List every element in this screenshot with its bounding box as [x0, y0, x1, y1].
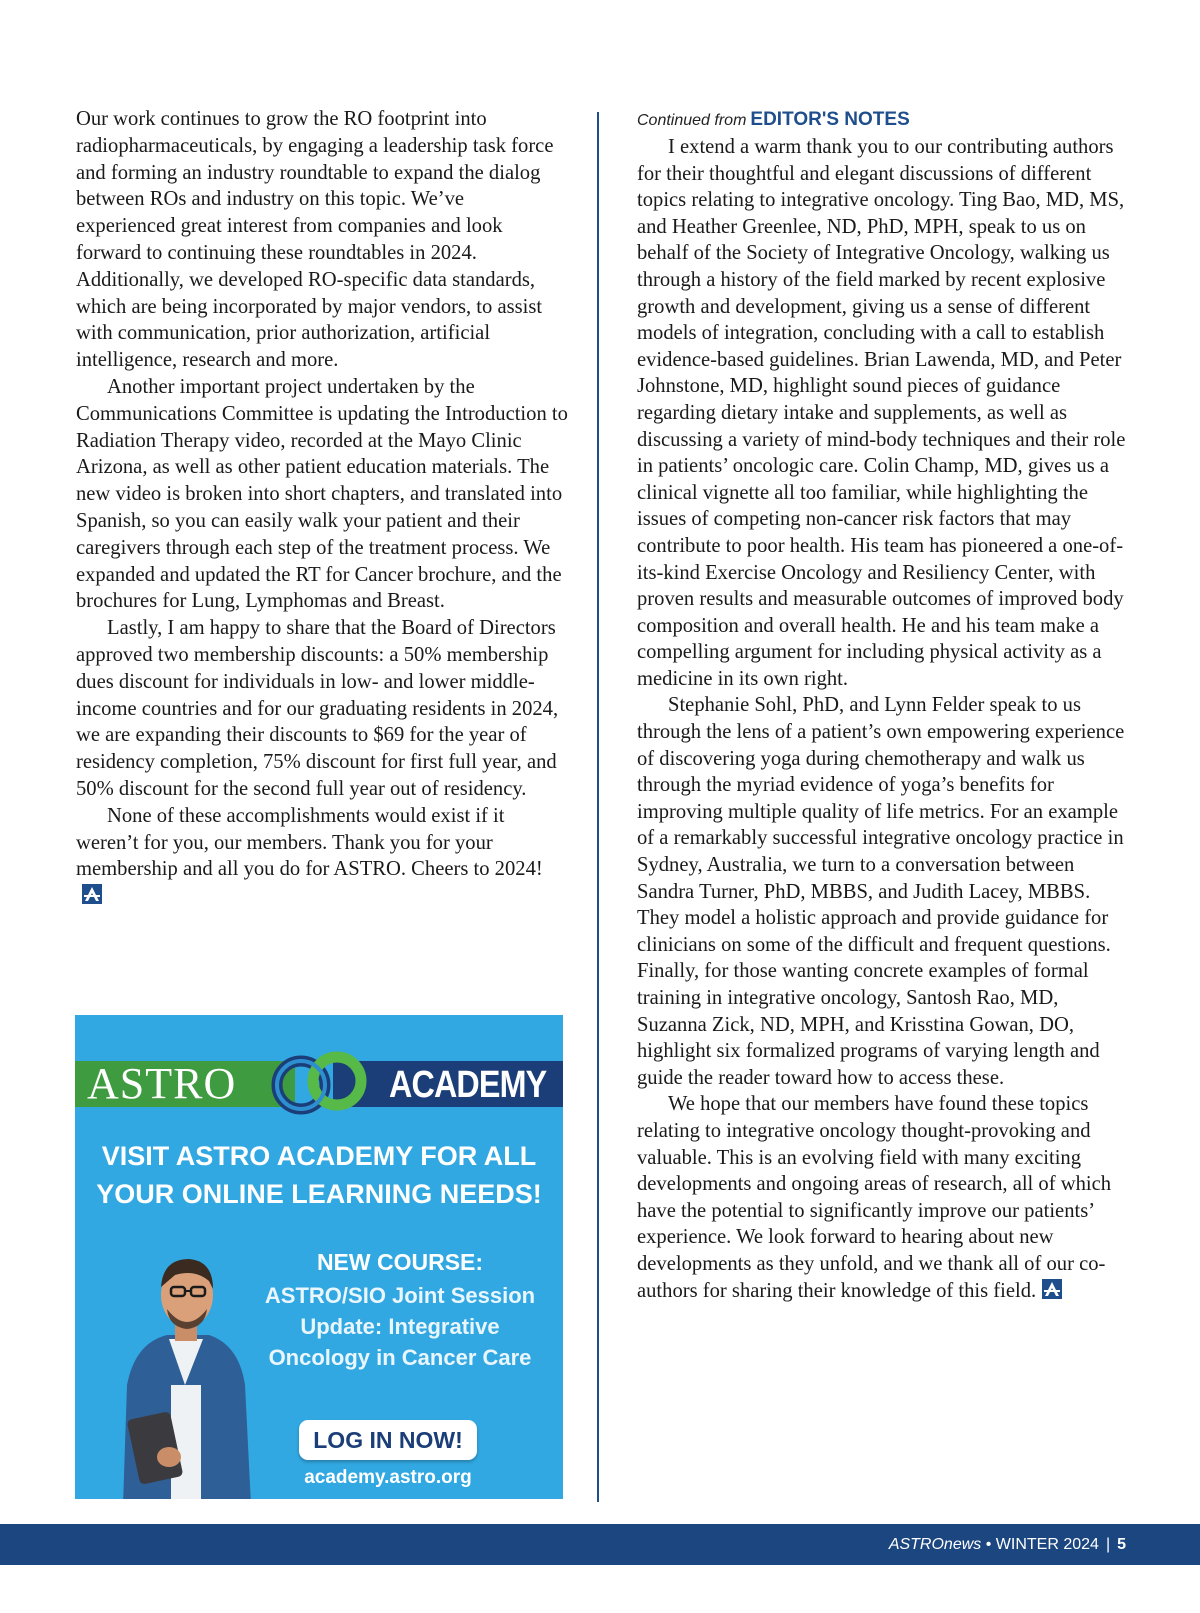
page-footer	[0, 1524, 1200, 1565]
astro-academy-logo	[75, 1043, 563, 1123]
left-column	[76, 106, 568, 910]
left-paragraph-4-text: None of these accomplishments would exist if it weren’t for you, our members. Thank you for your membership and all you do for ASTRO. Cheers to 2024!	[76, 804, 543, 881]
continued-prefix: Continued from	[637, 112, 747, 129]
log-in-now-button[interactable]: LOG IN NOW!	[299, 1420, 477, 1460]
footer-divider: |	[1105, 1536, 1111, 1553]
new-course-label: NEW COURSE:	[316, 1249, 484, 1275]
man-with-tablet-photo	[105, 1235, 265, 1499]
right-paragraph-2: Stephanie Sohl, PhD, and Lynn Felder speak to us through the lens of a patient’s own empowering experience of discovering yoga during chemotherapy and walk us through the myriad evidence of yoga’s benefits for improving multiple quality of life metrics. For an example of a remarkably successful integrative oncology practice in Sydney, Australia, we turn to a conversation between Sandra Turner, PhD, MBBS, and Judith Lacey, MBBS. They model a holistic approach and provide guidance for clinicians on some of the difficult and frequent questions. Finally, for those wanting concrete examples of formal training in integrative oncology, Santosh Rao, MD, Suzanna Zick, ND, MPH, and Krisstina Gowan, DO, highlight six formalized programs of varying length and guide the reader toward how to access these.	[637, 694, 1125, 1089]
footer-bullet: •	[985, 1536, 992, 1553]
course-title-line-2: Update: Integrative	[300, 1314, 500, 1339]
right-paragraph-3	[637, 1091, 1127, 1304]
right-column	[637, 106, 1127, 1304]
new-course-block	[255, 1247, 545, 1373]
page-number: 5	[1117, 1536, 1126, 1553]
astro-end-mark-icon	[1042, 1279, 1062, 1299]
left-paragraph-4	[76, 803, 568, 910]
column-divider	[597, 112, 599, 1502]
astro-academy-ad[interactable]	[75, 1015, 563, 1499]
continued-header	[637, 106, 1127, 134]
ad-headline-line-1: VISIT ASTRO ACADEMY FOR ALL	[101, 1141, 537, 1171]
footer-text	[889, 1524, 1126, 1565]
academy-url-link[interactable]: academy.astro.org	[304, 1467, 472, 1488]
right-paragraph-3-text: We hope that our members have found these topics relating to integrative oncology thought-provoking and valuable. This is an evolving field with many exciting developments and ongoing areas of research, all of which have the potential to significantly improve our patients’ experience. We look forward to hearing about new developments as they unfold, and we thank all of our co-authors for sharing their knowledge of this field.	[637, 1093, 1112, 1302]
right-paragraph-1: I extend a warm thank you to our contributing authors for their thoughtful and elegant discussions of different topics relating to integrative oncology. Ting Bao, MD, MS, and Heather Greenlee, ND, PhD, MPH, speak to us on behalf of the Society of Integrative Oncology, walking us through a history of the field marked by recent explosive growth and development, giving us a sense of different models of integration, concluding with a call to establish evidence-based guidelines. Brian Lawenda, MD, and Peter Johnstone, MD, highlight sound pieces of guidance regarding dietary intake and supplements, as well as discussing a variety of mind-body techniques and their role in patients’ oncologic care. Colin Champ, MD, gives us a clinical vignette all too familiar, while highlighting the issues of competing non-cancer risk factors that may contribute to poor health. His team has pioneered a one-of-its-kind Exercise Oncology and Resiliency Center, with proven results and measurable outcomes of improved body composition and overall health. He and his team make a compelling argument for including physical activity as a medicine in its own right.	[637, 136, 1126, 690]
astro-end-mark-icon	[82, 884, 102, 904]
left-paragraph-2: Another important project undertaken by the Communications Committee is updating the Introduction to Radiation Therapy video, recorded at the Mayo Clinic Arizona, as well as other patient education materials. The new video is broken into short chapters, and translated into Spanish, so you can easily walk your patient and their caregivers through each step of the treatment process. We expanded and updated the RT for Cancer brochure, and the brochures for Lung, Lymphomas and Breast.	[76, 375, 568, 613]
course-title-line-1: ASTRO/SIO Joint Session	[264, 1283, 536, 1308]
infinity-loop-icon	[271, 1043, 367, 1123]
left-paragraph-1: Our work continues to grow the RO footprint into radiopharmaceuticals, by engaging a leadership task force and forming an industry roundtable to expand the dialog between ROs and industry on this topic. We’ve experienced great interest from companies and look forward to continuing these roundtables in 2024. Additionally, we developed RO-specific data standards, which are being incorporated by major vendors, to assist with communication, prior authorization, artificial intelligence, research and more.	[76, 108, 554, 372]
logo-academy-text: ACADEMY	[389, 1064, 547, 1106]
ad-headline	[75, 1137, 563, 1213]
left-paragraph-3: Lastly, I am happy to share that the Board of Directors approved two membership discounts: a 50% membership dues discount for individuals in low- and lower middle-income countries and for our graduating residents in 2024, we are expanding their discounts to $69 for the year of residency completion, 75% discount for first full year, and 50% discount for the second full year out of residency.	[76, 617, 559, 800]
issue-label: WINTER 2024	[995, 1536, 1099, 1553]
course-title-line-3: Oncology in Cancer Care	[268, 1345, 532, 1370]
ad-headline-line-2: YOUR ONLINE LEARNING NEEDS!	[96, 1179, 542, 1209]
continued-section-link[interactable]: EDITOR'S NOTES	[750, 109, 910, 130]
logo-astro-text: ASTRO	[87, 1059, 237, 1108]
publication-name: ASTROnews	[888, 1536, 982, 1553]
